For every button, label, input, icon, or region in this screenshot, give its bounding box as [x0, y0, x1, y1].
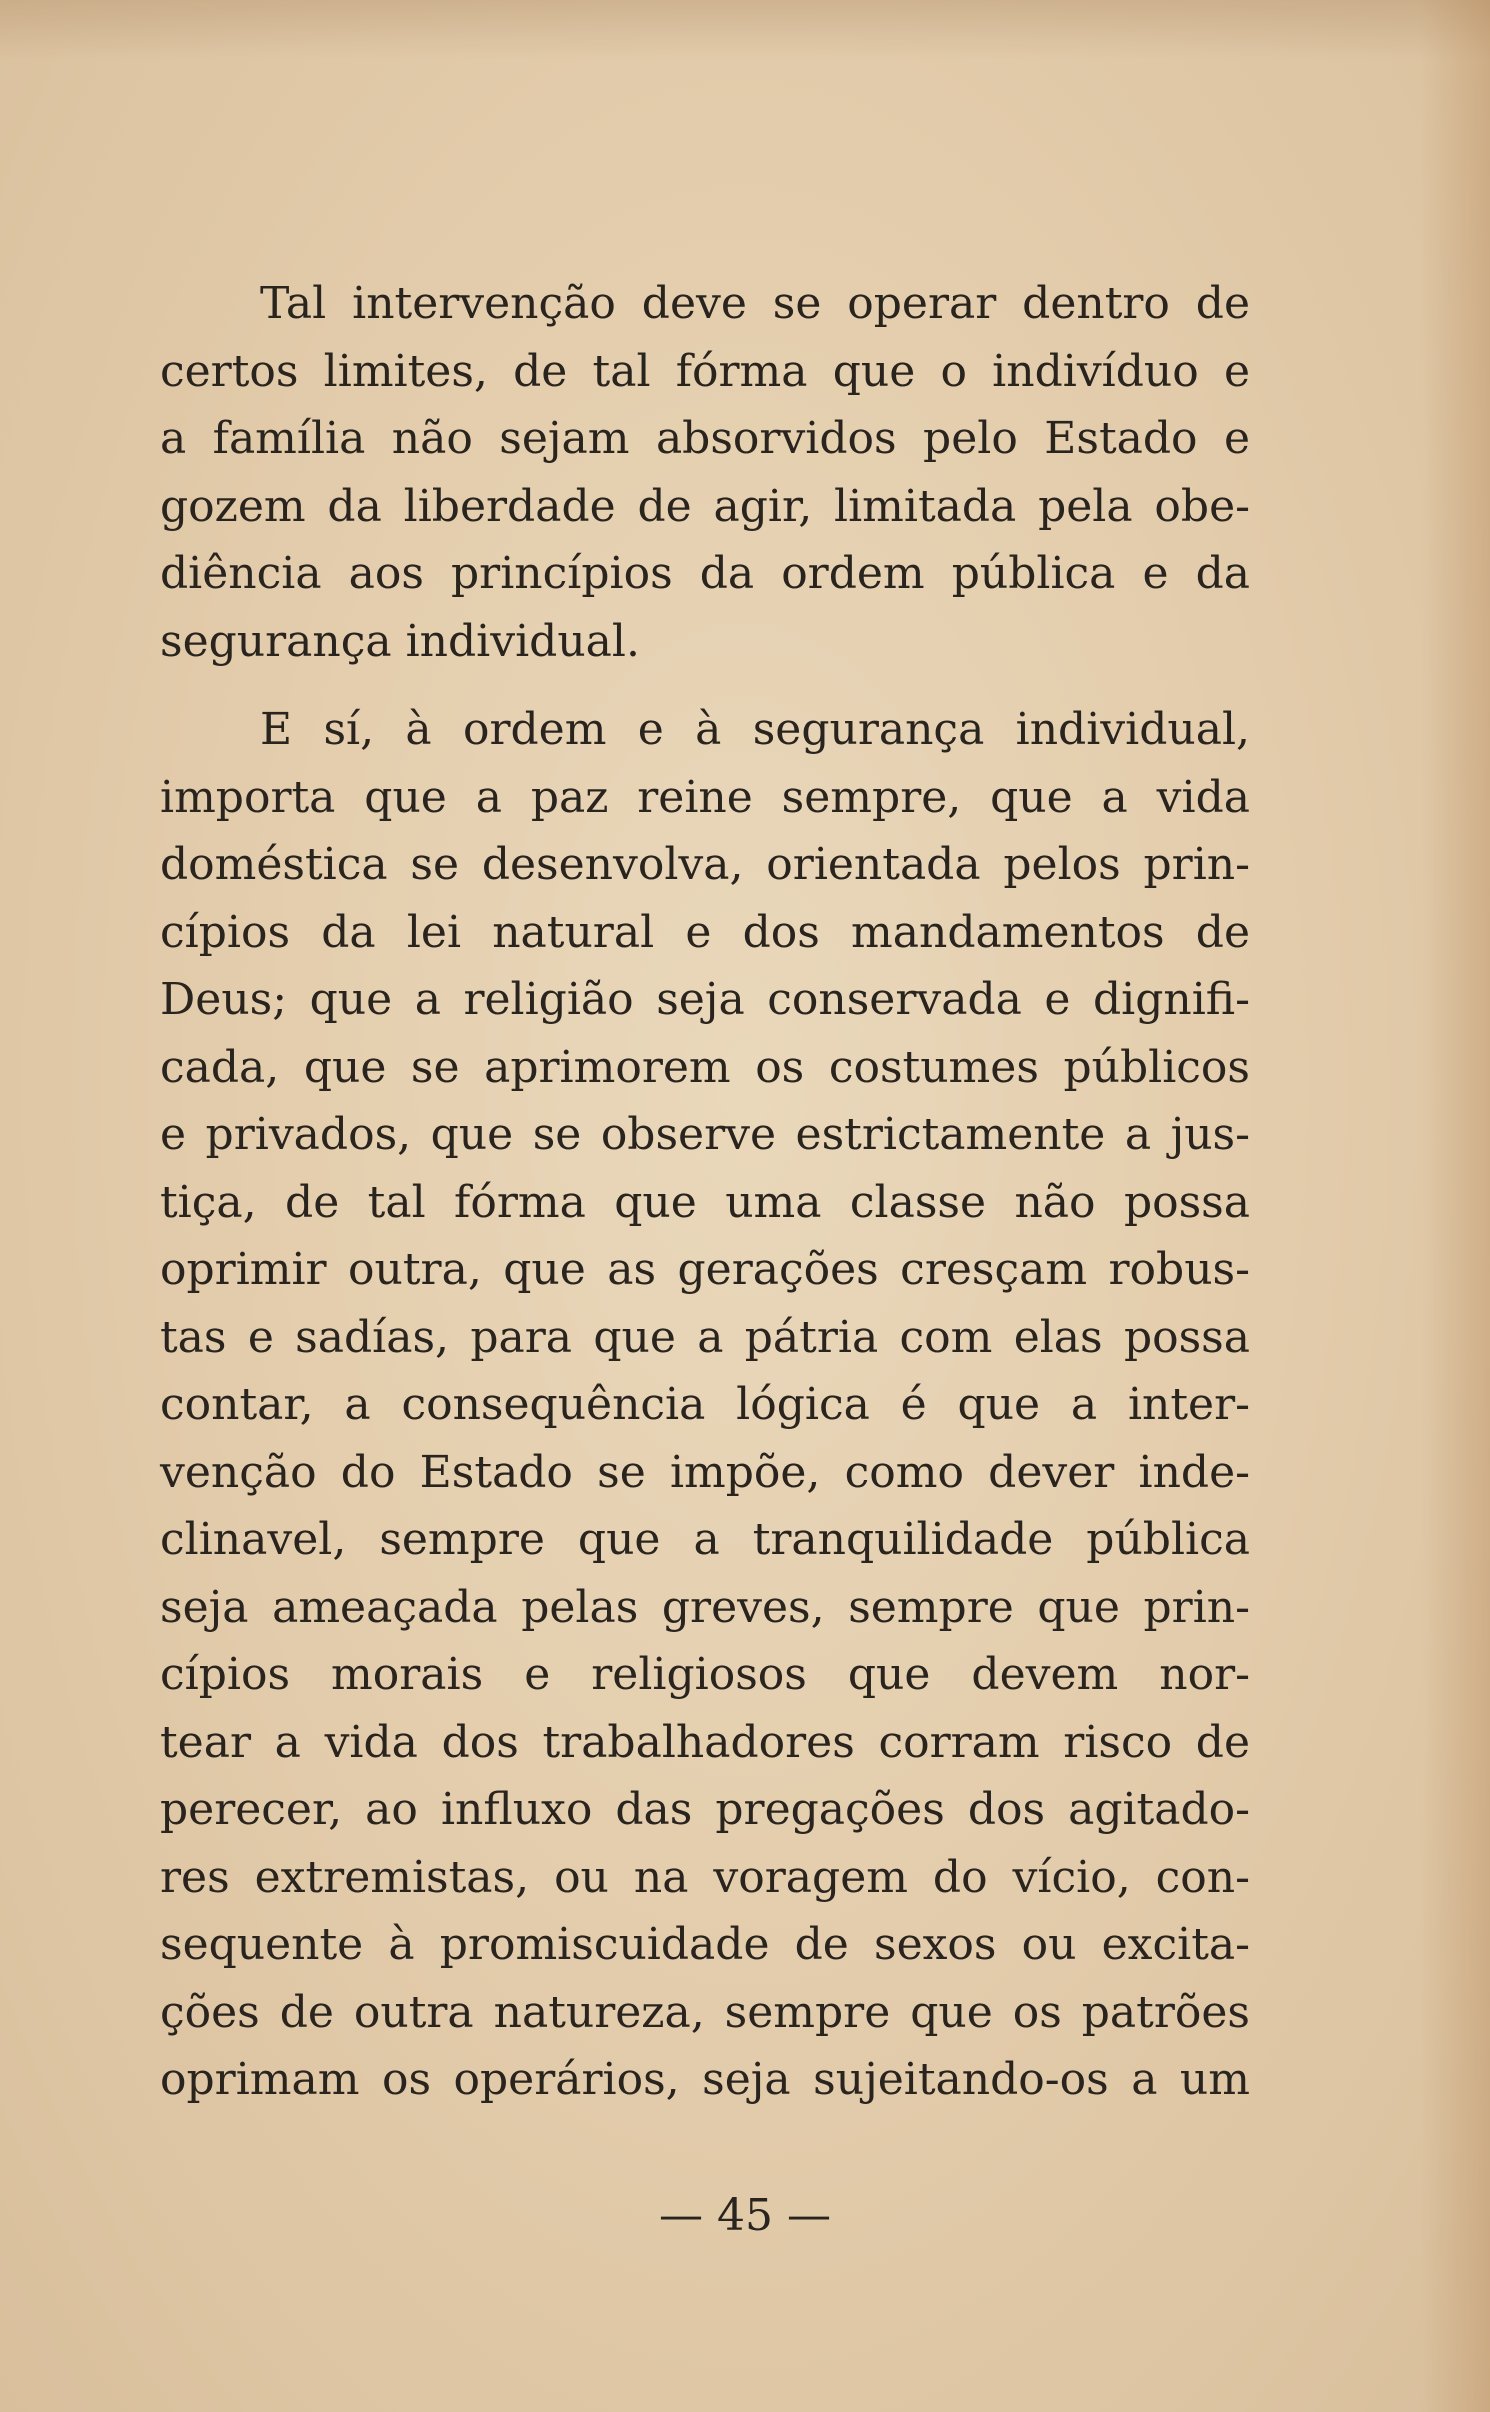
text-line: Tal intervenção deve se operar dentro de [260, 278, 1250, 329]
paragraph-1 [160, 270, 1250, 675]
text-line: res extremistas, ou na voragem do vício, con- [160, 1851, 1250, 1903]
page-number: — 45 — [659, 2190, 831, 2241]
text-line: clinavel, sempre que a tranquilidade pública [160, 1514, 1250, 1565]
text-line: Deus; que a religião seja conservada e dignifi- [160, 974, 1250, 1025]
text-line: oprimir outra, que as gerações cresçam robus- [160, 1244, 1250, 1295]
text-line: a família não sejam absorvidos pelo Estado e [160, 413, 1250, 464]
text-line: seja ameaçada pelas greves, sempre que prin- [160, 1581, 1250, 1633]
text-line: sequente à promiscuidade de sexos ou excita- [160, 1919, 1250, 1970]
text-line: venção do Estado se impõe, como dever inde- [160, 1446, 1250, 1498]
text-line: contar, a consequência lógica é que a inter- [160, 1379, 1250, 1430]
text-line: segurança individual. [160, 615, 640, 667]
text-line: cípios morais e religiosos que devem nor- [160, 1649, 1250, 1700]
text-line: certos limites, de tal fórma que o indivíduo e [160, 345, 1250, 397]
text-line: ções de outra natureza, sempre que os patrões [160, 1986, 1250, 2038]
text-line: gozem da liberdade de agir, limitada pela obe- [160, 480, 1250, 532]
paragraph-2 [160, 696, 1250, 2114]
text-line: tas e sadías, para que a pátria com elas possa [160, 1311, 1250, 1363]
body-text [160, 270, 1250, 2114]
text-line: E sí, à ordem e à segurança individual, [260, 704, 1250, 755]
text-line: tiça, de tal fórma que uma classe não possa [160, 1176, 1250, 1228]
text-line: oprimam os operários, seja sujeitando-os a um [160, 2054, 1250, 2105]
text-line: tear a vida dos trabalhadores corram risco de [160, 1716, 1250, 1768]
text-line: importa que a paz reine sempre, que a vida [160, 771, 1250, 823]
text-line: e privados, que se observe estrictamente a jus- [160, 1109, 1250, 1160]
text-line: cípios da lei natural e dos mandamentos de [160, 906, 1250, 958]
text-line: cada, que se aprimorem os costumes públicos [160, 1041, 1250, 1093]
text-line: perecer, ao influxo das pregações dos agitado- [160, 1784, 1250, 1835]
text-line: diência aos princípios da ordem pública e da [160, 548, 1250, 599]
text-line: doméstica se desenvolva, orientada pelos prin- [160, 839, 1250, 890]
